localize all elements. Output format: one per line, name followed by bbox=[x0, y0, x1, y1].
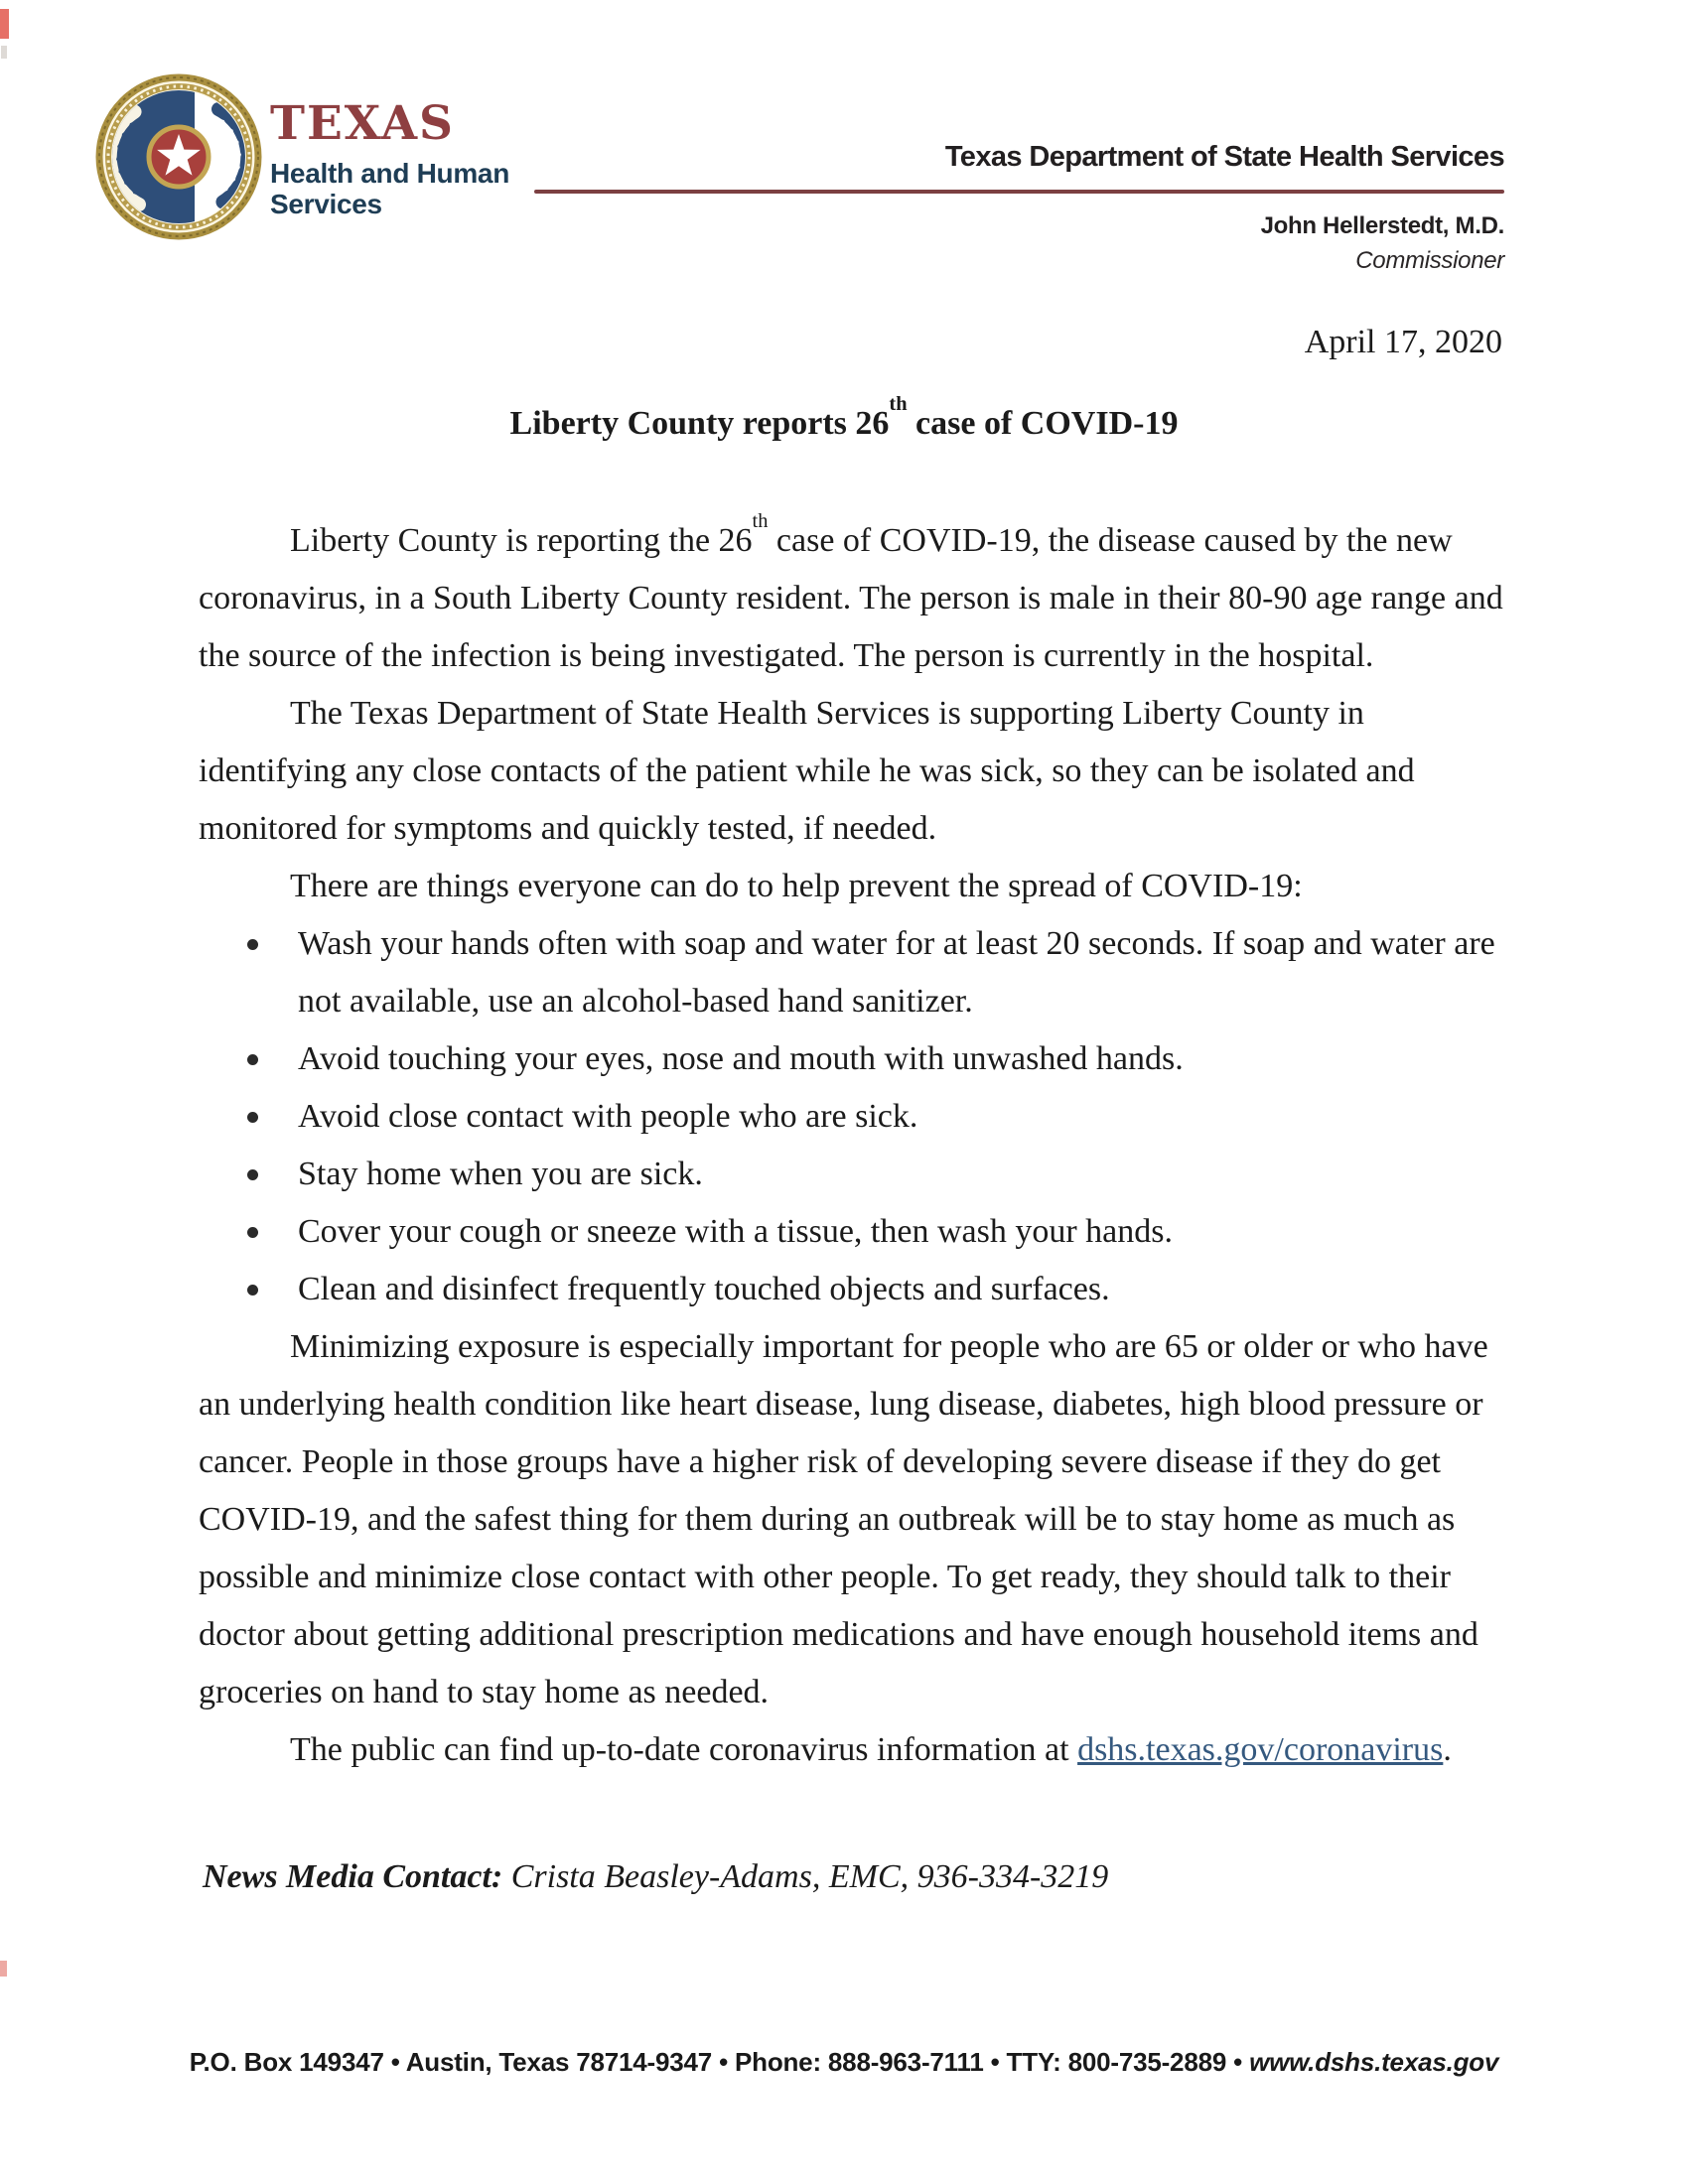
bullet-marker-icon bbox=[247, 1054, 258, 1065]
text-segment: cancer. People in those groups have a higher risk of developing severe disease if they do get bbox=[199, 1443, 1441, 1480]
footer-contact-line bbox=[0, 2047, 1688, 2078]
commissioner-block bbox=[1261, 212, 1504, 275]
body-line bbox=[199, 512, 1499, 570]
body-line bbox=[298, 1088, 1499, 1146]
body-line bbox=[298, 1203, 1499, 1261]
text-segment: an underlying health condition like heart disease, lung disease, diabetes, high blood pressure or bbox=[199, 1386, 1483, 1423]
bullet-marker-icon bbox=[247, 939, 258, 950]
text-segment: Liberty County is reporting the 26 bbox=[290, 522, 753, 559]
text-segment: www.dshs.texas.gov bbox=[1249, 2047, 1499, 2077]
text-segment: the source of the infection is being investigated. The person is currently in the hospital. bbox=[199, 637, 1374, 674]
body-line bbox=[199, 1664, 1499, 1721]
bullet-item bbox=[199, 1030, 1499, 1088]
text-segment: coronavirus, in a South Liberty County resident. The person is male in their 80-90 age range and bbox=[199, 580, 1503, 616]
body-line bbox=[199, 685, 1499, 743]
scan-artifact bbox=[0, 9, 9, 39]
text-segment: case of COVID-19 bbox=[907, 405, 1179, 442]
logo-hhs-line2: Services bbox=[270, 189, 382, 220]
text-segment: monitored for symptoms and quickly tested, if needed. bbox=[199, 810, 937, 847]
bullet-marker-icon bbox=[247, 1112, 258, 1123]
text-segment: case of COVID-19, the disease caused by the new bbox=[768, 522, 1453, 559]
text-segment: The public can find up-to-date coronavirus information at bbox=[290, 1731, 1078, 1768]
document-body bbox=[199, 510, 1503, 1779]
text-segment: Wash your hands often with soap and water for at least 20 seconds. If soap and water are bbox=[298, 925, 1495, 962]
text-segment: There are things everyone can do to help prevent the spread of COVID-19: bbox=[290, 868, 1303, 904]
body-line bbox=[298, 1146, 1499, 1203]
superscript-text: th bbox=[752, 510, 769, 533]
body-line bbox=[199, 1433, 1499, 1491]
page-title bbox=[199, 393, 1489, 443]
text-segment: Stay home when you are sick. bbox=[298, 1156, 703, 1192]
date-line: April 17, 2020 bbox=[1304, 324, 1502, 360]
bullet-marker-icon bbox=[247, 1227, 258, 1238]
logo-hhs-line1: Health and Human bbox=[270, 158, 510, 190]
logo-hhs-text bbox=[270, 158, 509, 219]
text-segment: Liberty County reports 26 bbox=[509, 405, 890, 442]
bullet-marker-icon bbox=[247, 1285, 258, 1296]
text-segment: Cover your cough or sneeze with a tissue, then wash your hands. bbox=[298, 1213, 1173, 1250]
department-title: Texas Department of State Health Services bbox=[944, 141, 1504, 173]
logo-texas-text: TEXAS bbox=[270, 96, 455, 151]
body-line bbox=[199, 858, 1499, 915]
letterhead-rule bbox=[534, 190, 1504, 194]
text-segment: News Media Contact: bbox=[203, 1858, 503, 1895]
body-line bbox=[199, 1549, 1499, 1606]
body-line bbox=[199, 627, 1499, 685]
commissioner-name: John Hellerstedt, M.D. bbox=[1260, 212, 1504, 239]
coronavirus-link[interactable]: dshs.texas.gov/coronavirus bbox=[1077, 1731, 1444, 1768]
text-segment: . bbox=[1443, 1731, 1452, 1768]
bullet-item bbox=[199, 915, 1499, 1030]
body-line bbox=[298, 973, 1499, 1030]
body-line bbox=[298, 1261, 1499, 1318]
bullet-marker-icon bbox=[247, 1169, 258, 1180]
commissioner-title: Commissioner bbox=[1355, 247, 1504, 274]
body-line bbox=[199, 1376, 1499, 1433]
text-segment: not available, use an alcohol-based hand sanitizer. bbox=[298, 983, 973, 1020]
scan-artifact bbox=[1, 46, 7, 59]
text-segment: Avoid touching your eyes, nose and mouth with unwashed hands. bbox=[298, 1040, 1184, 1077]
body-line bbox=[199, 1721, 1499, 1779]
body-line bbox=[199, 1318, 1499, 1376]
text-segment: COVID-19, and the safest thing for them during an outbreak will be to stay home as much as bbox=[199, 1501, 1456, 1538]
body-line bbox=[199, 1491, 1499, 1549]
text-segment: possible and minimize close contact with other people. To get ready, they should talk to their bbox=[199, 1559, 1451, 1595]
text-segment: identifying any close contacts of the patient while he was sick, so they can be isolated and bbox=[199, 752, 1415, 789]
body-line bbox=[199, 743, 1499, 800]
news-media-contact bbox=[203, 1848, 1108, 1906]
bullet-item bbox=[199, 1146, 1499, 1203]
bullet-item bbox=[199, 1203, 1499, 1261]
bullet-item bbox=[199, 1261, 1499, 1318]
body-line bbox=[298, 915, 1499, 973]
text-segment: Minimizing exposure is especially important for people who are 65 or older or who have bbox=[290, 1328, 1488, 1365]
superscript-text: th bbox=[889, 393, 908, 416]
bullet-item bbox=[199, 1088, 1499, 1146]
scan-artifact bbox=[0, 1961, 7, 1977]
body-line bbox=[199, 1606, 1499, 1664]
texas-hhs-seal-logo bbox=[95, 73, 262, 240]
body-line bbox=[298, 1030, 1499, 1088]
text-segment: groceries on hand to stay home as needed. bbox=[199, 1674, 770, 1710]
text-segment: Avoid close contact with people who are sick. bbox=[298, 1098, 918, 1135]
body-line bbox=[199, 570, 1503, 627]
text-segment: P.O. Box 149347 • Austin, Texas 78714-9347 • Phone: 888-963-7111 • TTY: 800-735-2889 • bbox=[189, 2047, 1250, 2077]
body-line bbox=[199, 800, 1499, 858]
logo-wordmark bbox=[270, 96, 510, 220]
text-segment: The Texas Department of State Health Services is supporting Liberty County in bbox=[290, 695, 1364, 732]
text-segment: doctor about getting additional prescription medications and have enough household items and bbox=[199, 1616, 1478, 1653]
text-segment: Clean and disinfect frequently touched objects and surfaces. bbox=[298, 1271, 1110, 1307]
text-segment: Crista Beasley-Adams, EMC, 936-334-3219 bbox=[502, 1858, 1109, 1895]
